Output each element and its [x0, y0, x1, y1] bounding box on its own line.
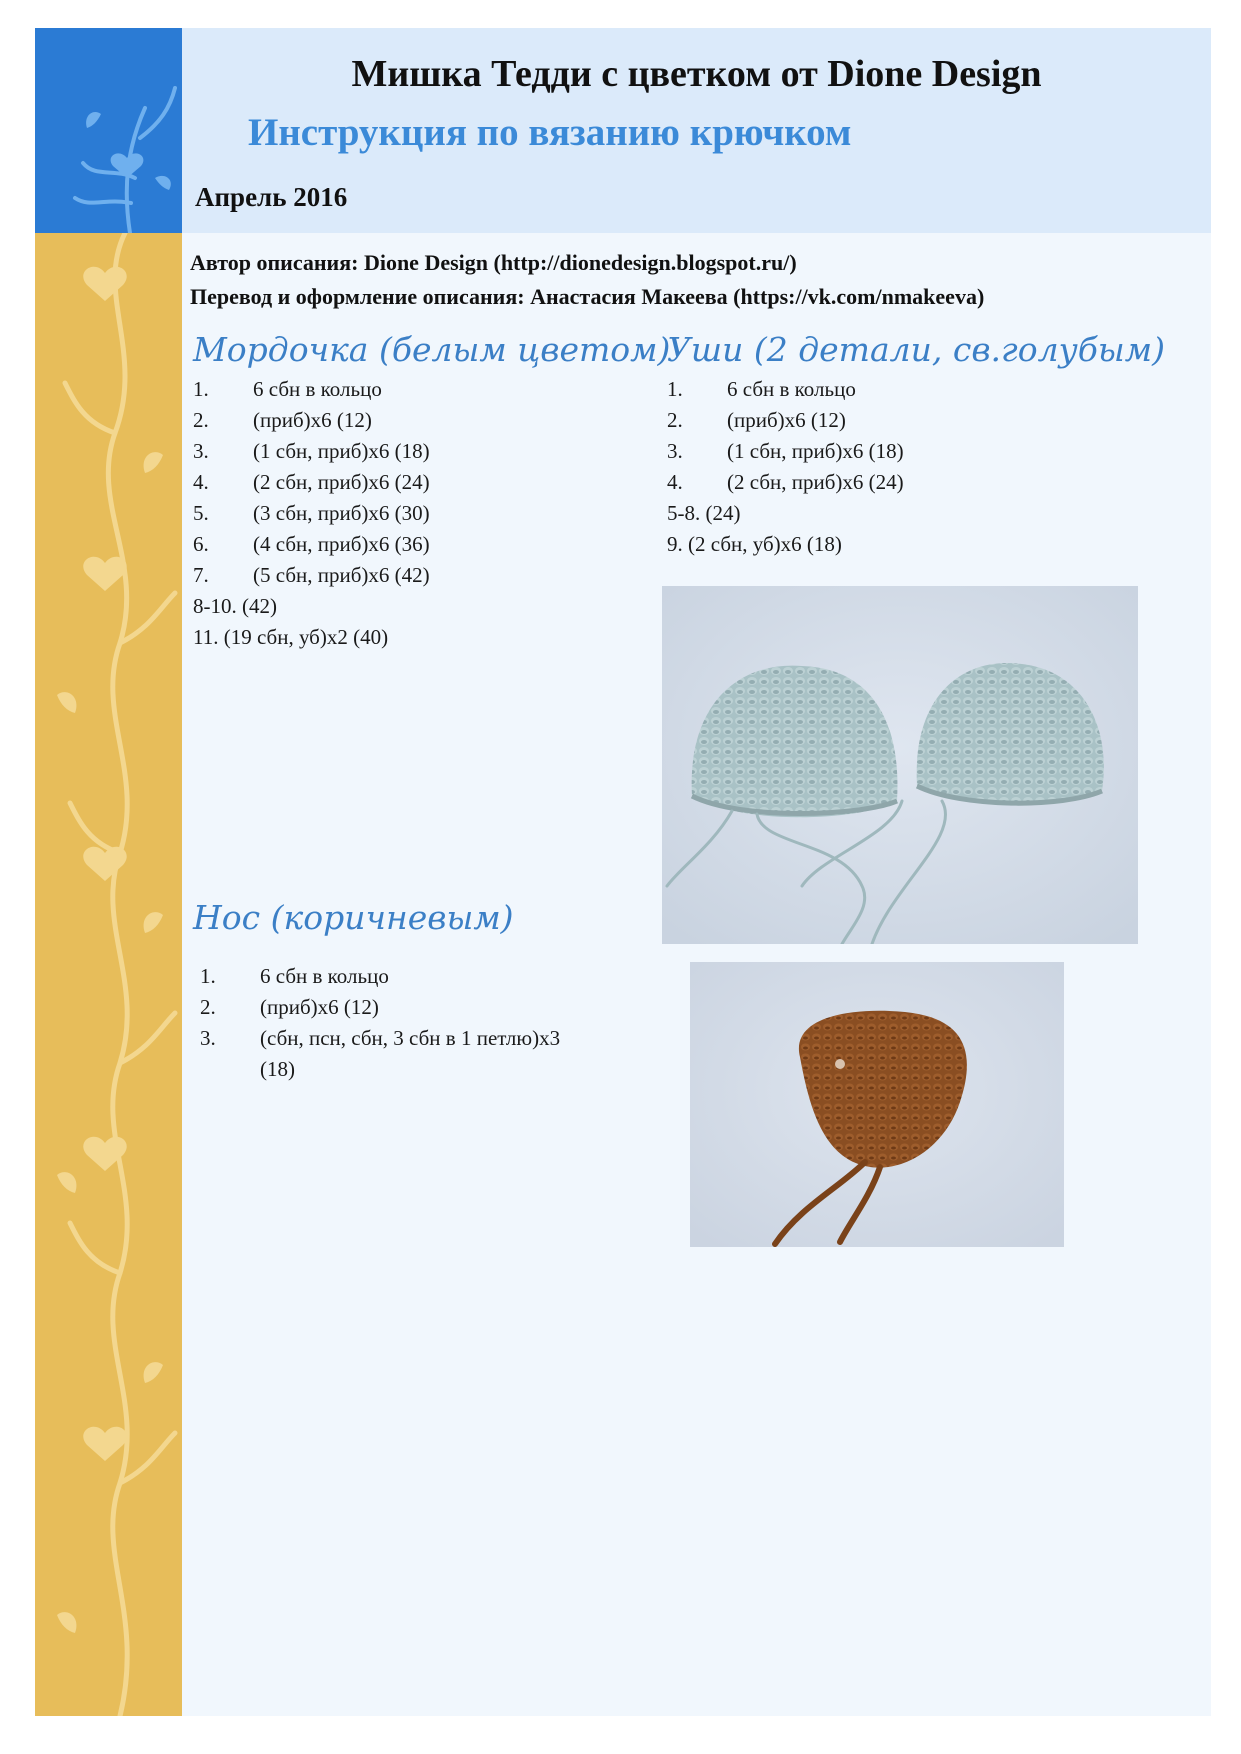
- list-item: 1. 6 сбн в кольцо: [193, 377, 382, 401]
- list-item: 9. (2 сбн, уб)х6 (18): [667, 532, 842, 556]
- translation-credit: Перевод и оформление описания: Анастасия Макеева (https://vk.com/nmakeeva): [190, 284, 985, 309]
- list-item: 2. (приб)х6 (12): [193, 408, 372, 432]
- list-item: 4. (2 сбн, приб)х6 (24): [667, 470, 904, 494]
- nose-heading: Нос (коричневым): [193, 898, 514, 937]
- ears-rows: [667, 374, 904, 560]
- list-item: 5. (3 сбн, приб)х6 (30): [193, 501, 430, 525]
- list-item: 11. (19 сбн, уб)х2 (40): [193, 625, 389, 649]
- author-credit: Автор описания: Dione Design (http://dionedesign.blogspot.ru/): [190, 250, 797, 275]
- leaf-ornament-icon: [35, 28, 182, 233]
- page-title: Мишка Тедди с цветком от Dione Design: [351, 53, 1042, 95]
- list-item: 2. (приб)х6 (12): [200, 995, 379, 1019]
- nose-rows: [200, 961, 560, 1085]
- list-item: 1. 6 сбн в кольцо: [200, 964, 389, 988]
- publication-date: Апрель 2016: [195, 182, 348, 212]
- list-item: 7. (5 сбн, приб)х6 (42): [193, 563, 430, 587]
- list-item: 6. (4 сбн, приб)х6 (36): [193, 532, 430, 556]
- ears-heading: Уши (2 детали, св.голубым): [667, 330, 1165, 369]
- muzzle-rows: [193, 374, 430, 653]
- ears-photo: [662, 586, 1138, 944]
- sidebar-gold-ornament: [35, 233, 182, 1716]
- list-item: 5-8. (24): [667, 501, 741, 525]
- list-item: 1. 6 сбн в кольцо: [667, 377, 856, 401]
- page-subtitle: Инструкция по вязанию крючком: [248, 111, 852, 154]
- list-item: 3. (сбн, псн, сбн, 3 сбн в 1 петлю)х3: [200, 1026, 561, 1050]
- muzzle-heading: Мордочка (белым цветом): [193, 330, 671, 369]
- list-item: 3. (1 сбн, приб)х6 (18): [193, 439, 430, 463]
- sidebar-header-ornament: [35, 28, 182, 233]
- nose-photo: [690, 962, 1064, 1247]
- list-item: 2. (приб)х6 (12): [667, 408, 846, 432]
- list-item: 4. (2 сбн, приб)х6 (24): [193, 470, 430, 494]
- list-item: (18): [260, 1057, 295, 1081]
- list-item: 8-10. (42): [193, 594, 277, 618]
- list-item: 3. (1 сбн, приб)х6 (18): [667, 439, 904, 463]
- floral-ornament-icon: [35, 233, 182, 1716]
